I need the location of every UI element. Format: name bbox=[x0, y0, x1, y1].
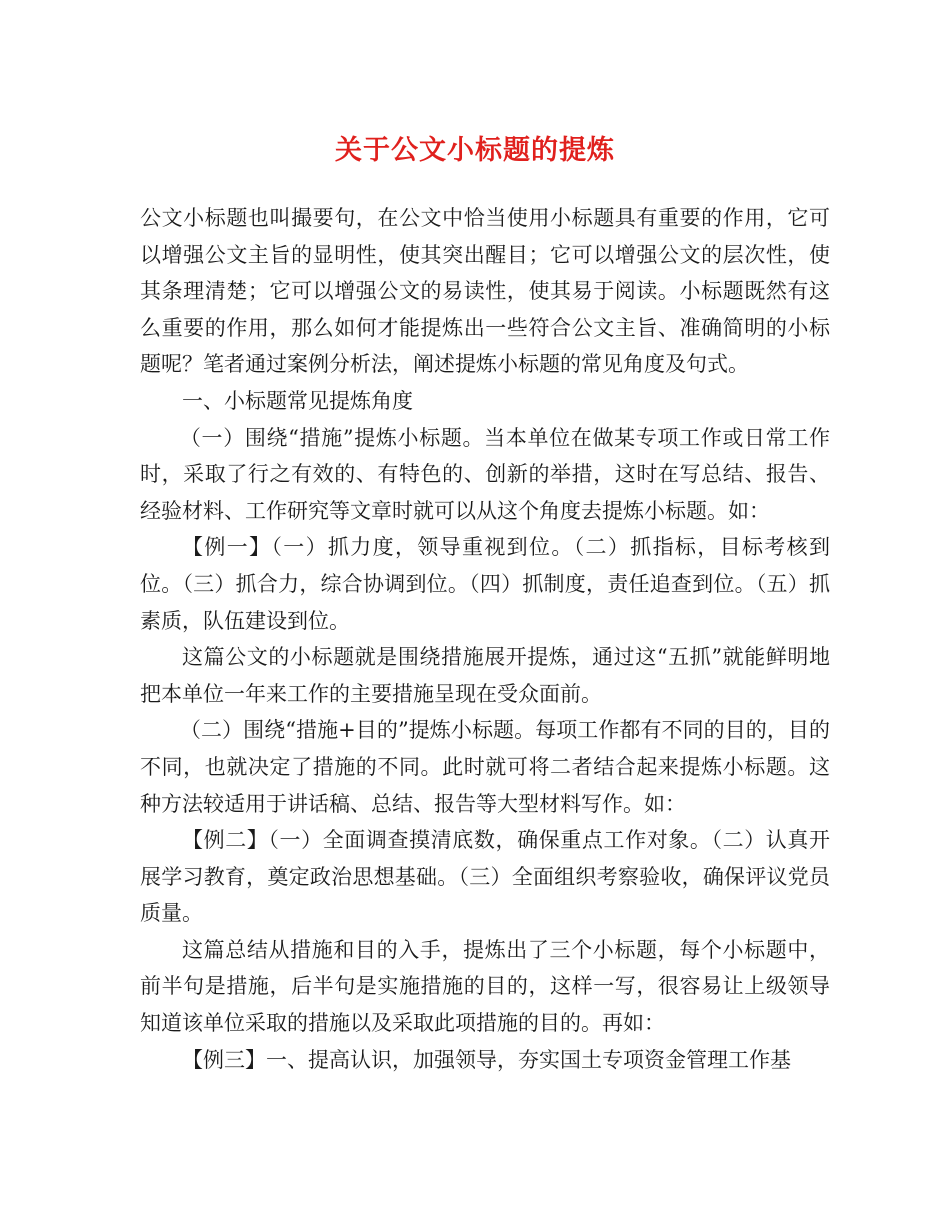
document-body bbox=[140, 200, 830, 1078]
section-heading-1: 一、小标题常见提炼角度 bbox=[182, 388, 413, 413]
paragraph-intro: 公文小标题也叫撮要句，在公文中恰当使用小标题具有重要的作用，它可以增强公文主旨的显明性，使其突出醒目；它可以增强公文的层次性，使其条理清楚；它可以增强公文的易读性，使其易于阅读。小标题既然有这么重要的作用，那么如何才能提炼出一些符合公文主旨、准确简明的小标题呢？笔者通过案例分析法，阐述提炼小标题的常见角度及句式。 bbox=[140, 206, 830, 377]
paragraph-analysis-1: 这篇公文的小标题就是围绕措施展开提炼，通过这“五抓”就能鲜明地把本单位一年来工作的主要措施呈现在受众面前。 bbox=[140, 645, 830, 706]
document-title: 关于公文小标题的提炼 bbox=[335, 135, 615, 166]
paragraph-subheading-1: （一）围绕“措施”提炼小标题。当本单位在做某专项工作或日常工作时，采取了行之有效的、有特色的、创新的举措，这时在写总结、报告、经验材料、工作研究等文章时就可以从这个角度去提炼小标题。如： bbox=[140, 425, 830, 523]
paragraph-example-2: 【例二】（一）全面调查摸清底数，确保重点工作对象。（二）认真开展学习教育，奠定政治思想基础。（三）全面组织考察验收，确保评议党员质量。 bbox=[140, 828, 830, 926]
paragraph-example-1: 【例一】（一）抓力度，领导重视到位。（二）抓指标，目标考核到位。（三）抓合力，综合协调到位。（四）抓制度，责任追查到位。（五）抓素质，队伍建设到位。 bbox=[140, 535, 830, 633]
paragraph-analysis-2: 这篇总结从措施和目的入手，提炼出了三个小标题，每个小标题中，前半句是措施，后半句是实施措施的目的，这样一写，很容易让上级领导知道该单位采取的措施以及采取此项措施的目的。再如： bbox=[140, 937, 830, 1036]
paragraph-example-3: 【例三】一、提高认识，加强领导，夯实国土专项资金管理工作基 bbox=[182, 1047, 791, 1072]
paragraph-subheading-2: （二）围绕“措施+目的”提炼小标题。每项工作都有不同的目的，目的不同，也就决定了措施的不同。此时就可将二者结合起来提炼小标题。这种方法较适用于讲话稿、总结、报告等大型材料写作。如： bbox=[140, 718, 830, 816]
